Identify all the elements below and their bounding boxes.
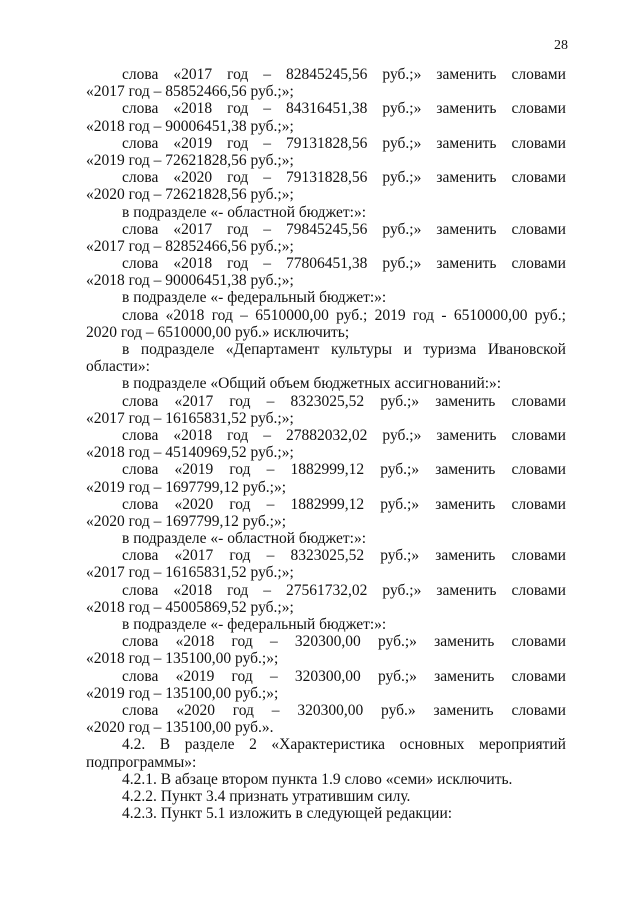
text-line [86, 736, 566, 753]
word: год [227, 426, 249, 444]
word: словами [511, 169, 566, 187]
word: – [263, 169, 272, 187]
word: заменить [436, 426, 497, 444]
word: год [229, 392, 251, 410]
word: «2018 [173, 581, 213, 599]
text-line: 4.2.2. Пункт 3.4 признать утратившим силу. [122, 787, 411, 805]
word: руб.;» [380, 392, 420, 410]
word: словами [511, 255, 566, 273]
text-line: «2018 год – 45005869,52 руб.;»; [86, 598, 294, 616]
word: год [227, 169, 249, 187]
word: «2017 [174, 547, 214, 565]
word: слова [122, 701, 159, 719]
word: «Департамент [225, 341, 320, 358]
word: 82845245,56 [286, 66, 368, 83]
word: 27882032,02 [286, 426, 368, 444]
word: – [263, 134, 272, 152]
word: 6510000,00 [453, 306, 528, 324]
word: словами [511, 392, 566, 410]
text-line: 2020 год – 6510000,00 руб.» исключить; [86, 323, 350, 341]
word: заменить [435, 495, 496, 513]
word: словами [511, 100, 566, 118]
word: – [266, 392, 275, 410]
word: «2018 [173, 100, 213, 118]
word: «2018 [173, 426, 213, 444]
word: год [412, 306, 435, 324]
word: слова [122, 134, 159, 152]
text-line [86, 341, 566, 358]
word: – [269, 667, 278, 685]
word: заменить [434, 667, 495, 685]
text-line [86, 633, 566, 650]
word: слова [122, 169, 159, 187]
word: «2019 [173, 134, 213, 152]
word: основных [399, 736, 465, 754]
word: – [263, 581, 272, 599]
word: 8323025,52 [290, 392, 365, 410]
word: и [403, 341, 412, 358]
word: «Характеристика [271, 736, 385, 754]
word: 8323025,52 [290, 547, 365, 565]
text-line: 4.2.1. В абзаце втором пункта 1.9 слово «семи» исключить. [122, 770, 513, 788]
word: заменить [433, 701, 494, 719]
word: 6510000,00 [255, 306, 329, 324]
document-body [86, 66, 566, 822]
word: руб.;» [382, 169, 422, 187]
word: словами [511, 426, 566, 444]
text-line: «2019 год – 135100,00 руб.;»; [86, 684, 279, 702]
word: словами [511, 495, 566, 513]
text-line: «2017 год – 85852466,56 руб.;»; [86, 83, 294, 101]
text-line: «2019 год – 1697799,12 руб.;»; [86, 478, 287, 496]
text-line: «2018 год – 135100,00 руб.;»; [86, 650, 279, 668]
word: 79845245,56 [286, 220, 368, 238]
word: словами [511, 134, 566, 152]
word: руб.;» [382, 426, 422, 444]
word: подразделе [140, 341, 215, 358]
word: 320300,00 [294, 667, 361, 685]
text-line [86, 307, 566, 324]
word: слова [122, 461, 159, 479]
word: руб.; [534, 306, 566, 324]
word: заменить [436, 169, 497, 187]
word: – [263, 220, 272, 238]
word: руб.;» [382, 255, 422, 273]
word: «2019 [175, 667, 215, 685]
word: слова [122, 66, 159, 83]
word: слова [122, 306, 159, 324]
text-line: «2017 год – 16165831,52 руб.;»; [86, 409, 294, 427]
word: год [227, 220, 249, 238]
word: заменить [436, 134, 497, 152]
text-line: «2017 год – 82852466,56 руб.;»; [86, 237, 294, 255]
word: 27561732,02 [286, 581, 368, 599]
word: слова [122, 255, 159, 273]
word: в [122, 341, 130, 358]
text-line: «2020 год – 135100,00 руб.». [86, 719, 274, 737]
text-line: «2017 год – 16165831,52 руб.;»; [86, 564, 294, 582]
text-line: «2020 год – 72621828,56 руб.;»; [86, 186, 294, 204]
word: заменить [436, 220, 497, 238]
text-line: в подразделе «- областной бюджет:»: [122, 530, 367, 548]
word: 2019 [374, 306, 406, 324]
word: – [263, 66, 272, 83]
text-line [86, 393, 566, 410]
word: заменить [436, 581, 497, 599]
word: заменить [435, 392, 496, 410]
word: «2017 [173, 220, 213, 238]
word: Ивановской [487, 341, 566, 358]
word: год [227, 581, 249, 599]
word: руб.;» [382, 220, 422, 238]
word: слова [122, 581, 159, 599]
word: «2018 [165, 306, 205, 324]
word: год [211, 306, 233, 324]
word: слова [122, 633, 159, 651]
word: год [229, 461, 251, 479]
text-line: 4.2.3. Пункт 5.1 изложить в следующей редакции: [122, 805, 453, 823]
text-line [86, 547, 566, 564]
word: словами [511, 701, 566, 719]
text-line: «2018 год – 90006451,38 руб.;»; [86, 272, 294, 290]
word: – [266, 547, 275, 565]
word: 84316451,38 [286, 100, 368, 118]
word: «2020 [174, 495, 214, 513]
word: словами [511, 461, 566, 479]
word: – [266, 461, 275, 479]
word: год [227, 66, 249, 83]
word: руб.;» [378, 633, 417, 651]
word: «2018 [173, 255, 213, 273]
word: – [269, 633, 278, 651]
word: разделе [184, 736, 235, 754]
word: год [227, 100, 249, 118]
word: руб.;» [382, 581, 422, 599]
word: – [263, 426, 272, 444]
word: руб.;» [382, 66, 422, 83]
text-line: в подразделе «- областной бюджет:»: [122, 203, 367, 221]
text-line: «2019 год – 72621828,56 руб.;»; [86, 151, 294, 169]
word: – [266, 495, 275, 513]
text-line [86, 66, 566, 83]
text-line: «2018 год – 90006451,38 руб.;»; [86, 117, 294, 135]
text-line: подпрограммы»: [86, 753, 197, 771]
text-line [86, 427, 566, 444]
word: слова [122, 392, 159, 410]
word: туризма [423, 341, 477, 358]
word: «2017 [174, 392, 214, 410]
word: 320300,00 [294, 633, 361, 651]
word: руб.» [381, 701, 416, 719]
word: словами [511, 633, 566, 651]
text-line: в подразделе «Общий объем бюджетных ассигнований:»: [122, 375, 502, 393]
word: руб.;» [380, 461, 420, 479]
word: культуры [330, 341, 393, 358]
text-line: в подразделе «- федеральный бюджет:»: [122, 289, 387, 307]
text-line [86, 702, 566, 719]
word: руб.; [336, 306, 368, 324]
word: слова [122, 100, 159, 118]
word: 1882999,12 [290, 495, 365, 513]
word: «2020 [173, 169, 213, 187]
text-line [86, 582, 566, 599]
word: 77806451,38 [286, 255, 368, 273]
word: 2 [249, 736, 257, 754]
word: руб.;» [380, 547, 420, 565]
word: «2017 [173, 66, 213, 83]
word: год [231, 667, 253, 685]
word: заменить [434, 633, 495, 651]
word: - [441, 306, 447, 324]
word: – [263, 255, 272, 273]
word: слова [122, 426, 159, 444]
word: словами [511, 220, 566, 238]
text-line [86, 461, 566, 478]
word: – [263, 100, 272, 118]
word: «2020 [176, 701, 215, 719]
word: «2018 [175, 633, 215, 651]
word: «2019 [174, 461, 214, 479]
text-line: в подразделе «- федеральный бюджет:»: [122, 616, 387, 633]
word: – [240, 306, 248, 324]
text-line [86, 135, 566, 152]
text-line [86, 221, 566, 238]
text-line [86, 496, 566, 513]
word: В [159, 736, 171, 754]
word: словами [511, 547, 566, 565]
word: – [271, 701, 280, 719]
word: год [229, 547, 251, 565]
word: 1882999,12 [290, 461, 365, 479]
word: слова [122, 220, 159, 238]
word: мероприятий [478, 736, 566, 754]
word: слова [122, 547, 159, 565]
text-line: «2020 год – 1697799,12 руб.;»; [86, 512, 287, 530]
word: год [227, 255, 249, 273]
word: руб.;» [380, 495, 420, 513]
word: руб.;» [382, 100, 422, 118]
word: словами [511, 66, 566, 83]
text-line [86, 668, 566, 685]
word: 79131828,56 [286, 134, 368, 152]
word: слова [122, 667, 159, 685]
text-line: «2018 год – 45140969,52 руб.;»; [86, 444, 294, 462]
word: год [232, 701, 254, 719]
word: 79131828,56 [286, 169, 368, 187]
text-line [86, 255, 566, 272]
word: словами [511, 581, 566, 599]
text-line [86, 169, 566, 186]
text-line: области»: [86, 358, 150, 376]
word: заменить [436, 66, 497, 83]
text-line [86, 100, 566, 117]
word: руб.;» [378, 667, 417, 685]
word: словами [511, 667, 566, 685]
word: год [231, 633, 253, 651]
word: 320300,00 [297, 701, 364, 719]
word: заменить [436, 100, 497, 118]
page-number: 28 [554, 38, 568, 53]
word: заменить [435, 461, 496, 479]
word: год [227, 134, 249, 152]
word: 4.2. [122, 736, 146, 754]
word: заменить [436, 255, 497, 273]
word: заменить [435, 547, 496, 565]
word: руб.;» [382, 134, 422, 152]
word: слова [122, 495, 159, 513]
word: год [229, 495, 251, 513]
